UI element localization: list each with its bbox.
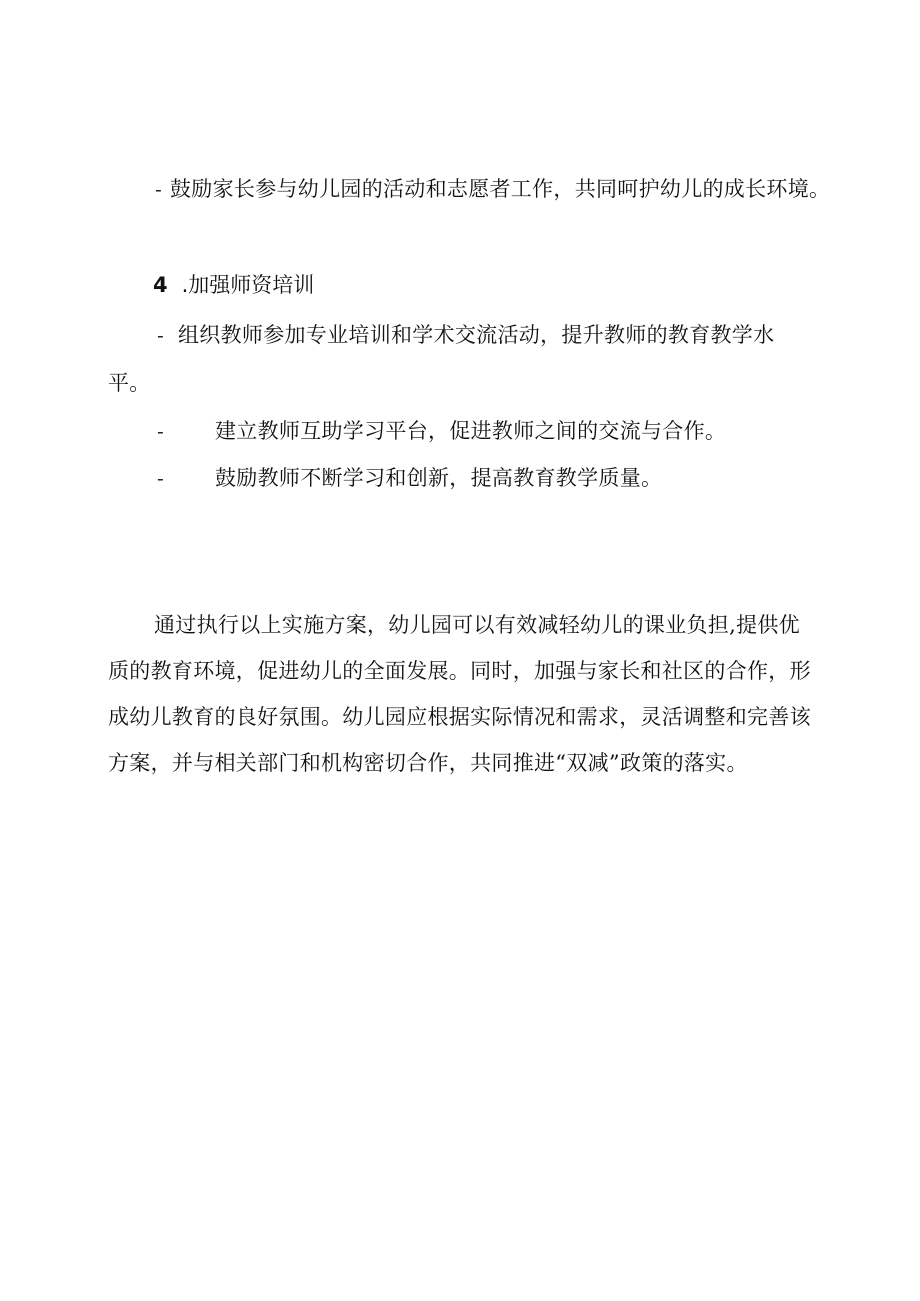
bullet-text-teacher-training-line2: 平。 — [108, 371, 151, 395]
section-heading-number: 4 — [153, 273, 168, 297]
bullet-dash: - — [155, 177, 162, 201]
conclusion-paragraph — [108, 602, 828, 786]
conclusion-line: 通过执行以上实施方案，幼儿园可以有效减轻幼儿的课业负担,提供优 — [154, 613, 800, 637]
bullet-text-teacher-training-line1: 组织教师参加专业培训和学术交流活动，提升教师的教育教学水 — [178, 323, 775, 347]
bullet-text-continuous-learning: 鼓励教师不断学习和创新，提高教育教学质量。 — [215, 466, 663, 490]
bullet-dash: - — [157, 419, 164, 443]
bullet-dash: - — [157, 466, 164, 490]
conclusion-line: 质的教育环境，促进幼儿的全面发展。同时，加强与家长和社区的合作，形 — [108, 659, 811, 683]
section-heading — [153, 270, 314, 300]
bullet-dash: - — [157, 323, 164, 347]
bullet-text-parent-involvement: 鼓励家长参与幼儿园的活动和志愿者工作，共同呵护幼儿的成长环境。 — [170, 177, 831, 201]
bullet-text-mutual-learning-platform: 建立教师互助学习平台，促进教师之间的交流与合作。 — [215, 419, 727, 443]
conclusion-line: 方案，并与相关部门和机构密切合作，共同推进“双减”政策的落实。 — [108, 751, 748, 775]
conclusion-line: 成幼儿教育的良好氛围。幼儿园应根据实际情况和需求，灵活调整和完善该 — [108, 705, 811, 729]
section-heading-text: .加强师资培训 — [181, 273, 315, 297]
